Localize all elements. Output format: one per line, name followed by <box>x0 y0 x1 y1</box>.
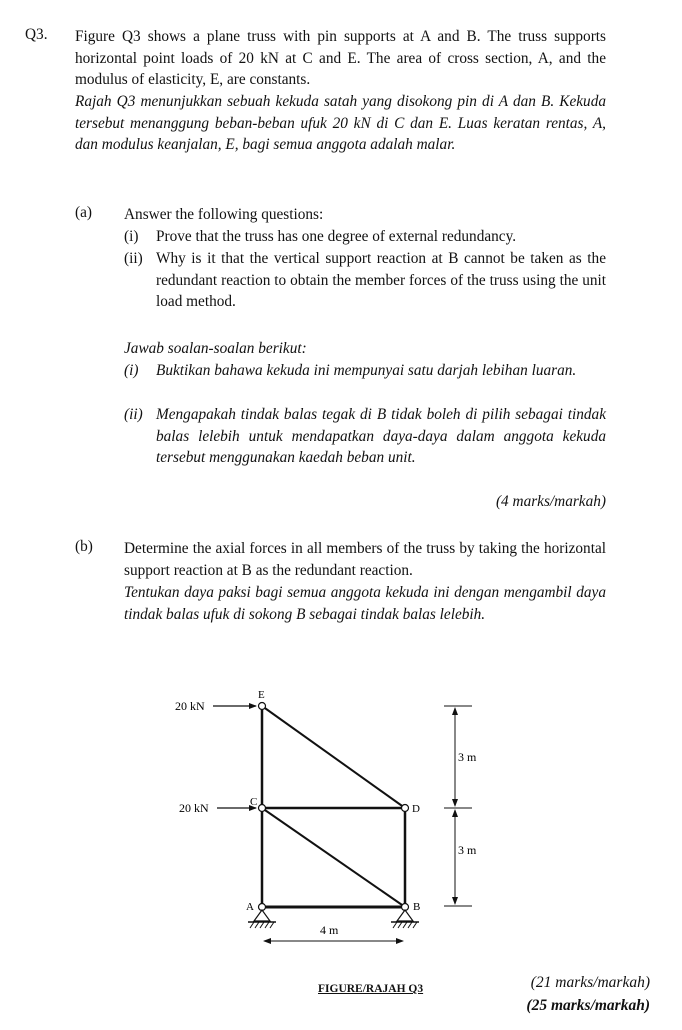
joint-e <box>259 703 266 710</box>
node-label-e: E <box>258 689 265 701</box>
total-marks: (25 marks/markah) <box>526 997 650 1014</box>
dimension-label-upper: 3 m <box>458 750 477 764</box>
question-number: Q3. <box>25 26 48 43</box>
part-a-heading-english: Answer the following questions: <box>124 206 324 223</box>
figure-caption: FIGURE/RAJAH Q3 <box>318 983 424 995</box>
dimension-vertical <box>444 706 472 906</box>
part-b-text-malay: Tentukan daya paksi bagi semua anggota kekuda ini dengan mengambil daya tindak balas ufuk di sokong B sebagai tindak balas lelebih. <box>124 584 606 623</box>
part-a-heading-malay: Jawab soalan-soalan berikut: <box>124 340 307 357</box>
joint-c <box>259 805 266 812</box>
item-number: (ii) <box>124 250 143 267</box>
item-number: (i) <box>124 228 139 245</box>
dimension-label-lower: 3 m <box>458 843 477 857</box>
part-b-label: (b) <box>75 538 93 555</box>
item-text: Mengapakah tindak balas tegak di B tidak boleh di pilih sebagai tindak balas lelebih untuk mendapatkan daya-daya dalam anggota kekuda tersebut menggunakan kaedah beban unit. <box>156 406 606 466</box>
item-text: Buktikan bahawa kekuda ini mempunyai satu darjah lebihan luaran. <box>156 362 577 379</box>
part-a-marks: (4 marks/markah) <box>495 493 606 510</box>
joint-d <box>402 805 409 812</box>
part-b-marks: (21 marks/markah) <box>530 974 650 991</box>
item-number: (ii) <box>124 406 143 423</box>
member-ed <box>262 706 405 808</box>
part-b-text-english: Determine the axial forces in all members of the truss by taking the horizontal support reaction at B as the redundant reaction. <box>124 540 606 579</box>
item-text: Prove that the truss has one degree of external redundancy. <box>156 228 517 245</box>
item-text: Why is it that the vertical support reaction at B cannot be taken as the redundant reaction to obtain the member forces of the truss using the unit load method. <box>156 250 606 310</box>
node-label-d: D <box>412 803 420 815</box>
load-label-c: 20 kN <box>179 801 209 815</box>
part-a-label: (a) <box>75 204 92 221</box>
node-label-a: A <box>246 901 254 913</box>
dimension-label-width: 4 m <box>320 923 339 937</box>
question-intro-english: Figure Q3 shows a plane truss with pin supports at A and B. The truss supports horizontal point loads of 20 kN at C and E. The area of cross section, A, and the modulus of elasticity, E, are constants. <box>75 28 606 88</box>
load-label-e: 20 kN <box>175 699 205 713</box>
node-label-c: C <box>250 796 258 808</box>
item-number: (i) <box>124 362 139 379</box>
node-label-b: B <box>413 901 421 913</box>
member-cb <box>262 808 405 907</box>
question-intro-malay: Rajah Q3 menunjukkan sebuah kekuda satah yang disokong pin di A dan B. Kekuda tersebut menanggung beban-beban ufuk 20 kN di C dan E. Luas keratan rentas, A, dan modulus keanjalan, E, bagi semua anggota adalah malar. <box>75 93 606 153</box>
